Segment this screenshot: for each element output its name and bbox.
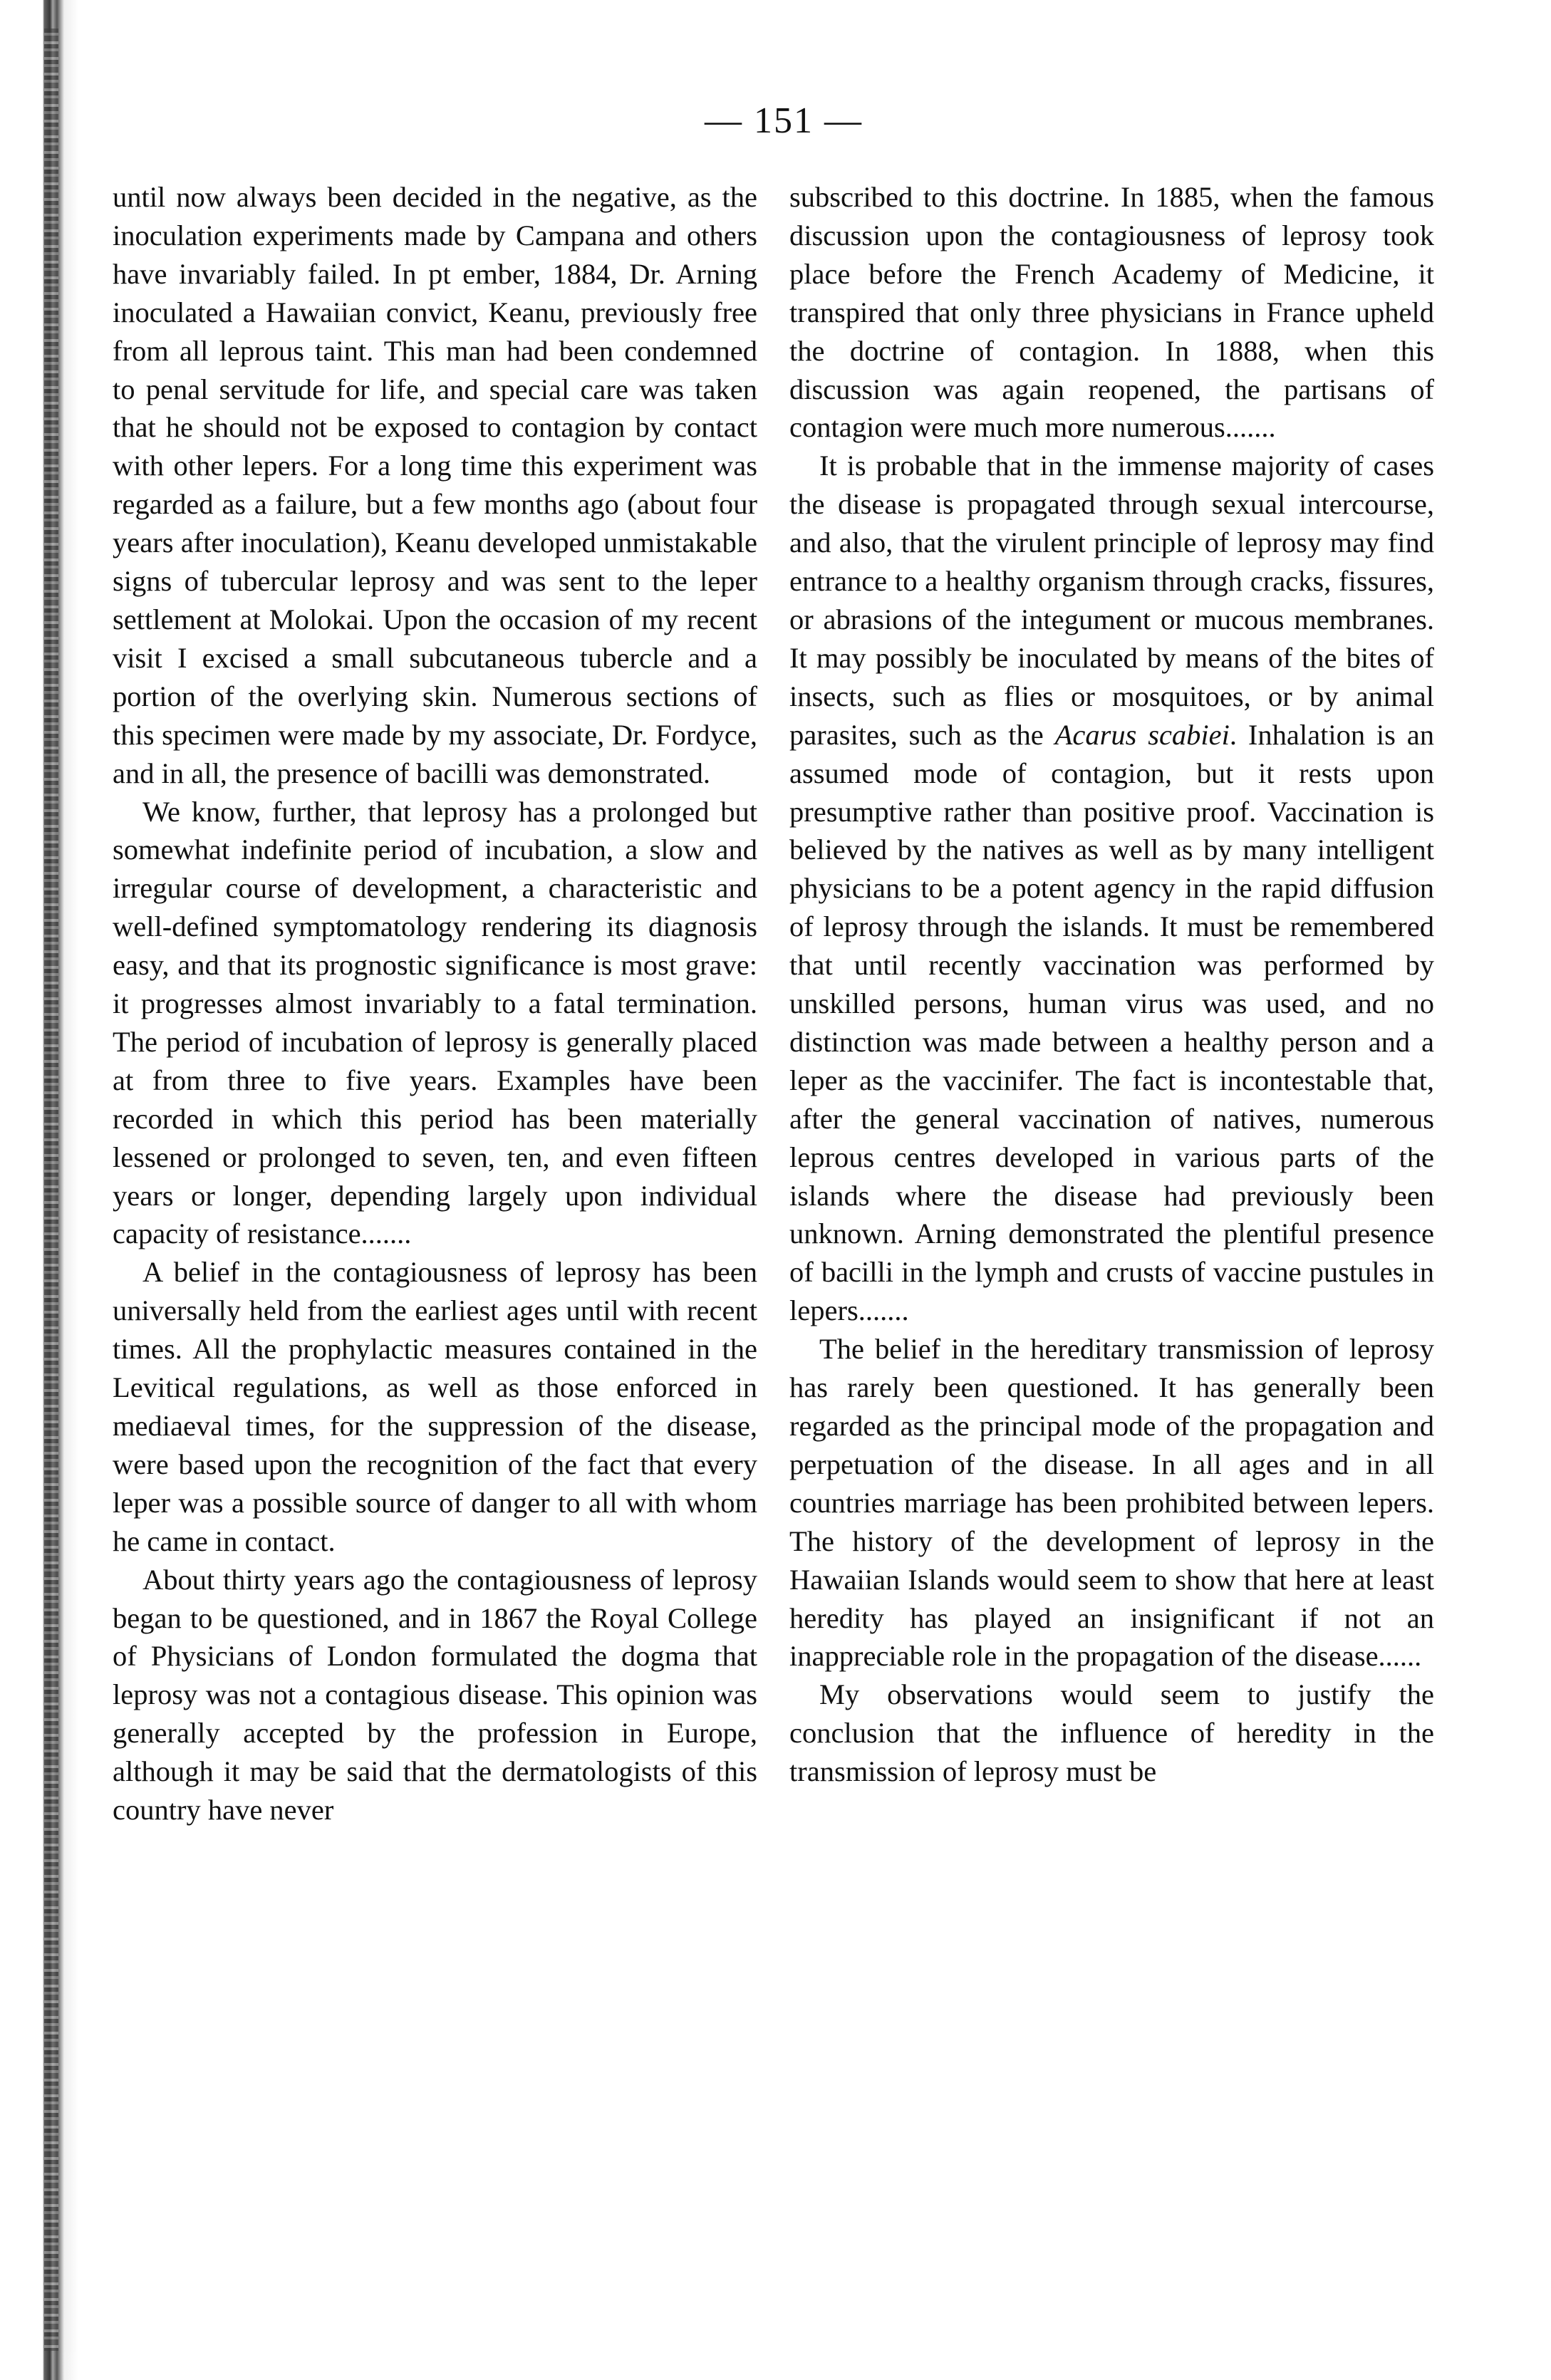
paragraph: A belief in the contagiousness of leprosy has been universally held from the earliest ages until with recent times. All the prophylactic measures contained in the Levitical regulations, as well as those enforced in mediaeval times, for the suppression of the disease, were based upon the recognition of the fact that every leper was a possible source of danger to all with whom he came in contact. xyxy=(113,1256,757,1557)
left-column xyxy=(113,178,757,1829)
page-number: — 151 — xyxy=(705,100,863,141)
paragraph: We know, further, that leprosy has a prolonged but somewhat indefinite period of incubation, a slow and irregular course of development, a characteristic and well-defined symptomatology rendering its diagnosis easy, and that its prognostic significance is most grave: it progresses almost invariably to a fatal termination. The period of incubation of leprosy is generally placed at from three to five years. Examples have been recorded in which this period has been materially lessened or prolonged to seven, ten, and even fifteen years or longer, depending largely upon individual capacity of resistance....... xyxy=(113,795,757,1250)
paragraph-text: . Inhalation is an assumed mode of contagion, but it rests upon presumptive rather than positive proof. Vaccination is believed by the natives as well as by many intelligent physicians to be a potent agency in the rapid diffusion of leprosy through the islands. It must be remembered that until recently vaccination was performed by unskilled persons, human virus was used, and no distinction was made between a healthy person and a leper as the vaccinifer. The fact is incontestable that, after the general vaccination of natives, numerous leprous centres developed in various parts of the islands where the disease had previously been unknown. Arning demonstrated the plentiful presence of bacilli in the lymph and crusts of vaccine pustules in lepers....... xyxy=(789,718,1434,1327)
species-name-italic: Acarus scabiei xyxy=(1054,718,1230,751)
paragraph: My observations would seem to justify the conclusion that the influence of heredity in the transmission of leprosy must be xyxy=(789,1678,1434,1788)
paragraph-text: It is probable that in the immense majority of cases the disease is propagated through sexual intercourse, and also, that the virulent principle of leprosy may find entrance to a healthy organism through cracks, fissures, or abrasions of the integument or mucous membranes. It may possibly be inoculated by means of the bites of insects, such as flies or mosquitoes, or by animal parasites, such as the xyxy=(789,450,1434,751)
paragraph: The belief in the hereditary transmission of leprosy has rarely been questioned. It has generally been regarded as the principal mode of the propagation and perpetuation of the disease. In all ages and in all countries marriage has been prohibited between lepers. The history of the development of leprosy in the Hawaiian Islands would seem to show that here at least heredity has played an insignificant if not an inappreciable role in the propagation of the disease...... xyxy=(789,1333,1434,1673)
paragraph xyxy=(789,447,1434,1330)
paragraph: About thirty years ago the contagiousness of leprosy began to be questioned, and in 1867 the Royal College of Physicians of London formulated the dogma that leprosy was not a contagious disease. This opinion was generally accepted by the profession in Europe, although it may be said that the dermatologists of this country have never xyxy=(113,1563,757,1826)
right-column xyxy=(789,178,1434,1791)
paragraph: subscribed to this doctrine. In 1885, when the famous discussion upon the contagiousness of leprosy took place before the French Academy of Medicine, it transpired that only three physicians in France upheld the doctrine of contagion. In 1888, when this discussion was again reopened, the partisans of contagion were much more numerous....... xyxy=(789,181,1434,444)
page-binding-edge xyxy=(0,0,93,2380)
paragraph: until now always been decided in the negative, as the inoculation experiments made by Campana and others have invariably failed. In pt ember, 1884, Dr. Arning inoculated a Hawaiian convict, Keanu, previously free from all leprous taint. This man had been condemned to penal servitude for life, and special care was taken that he should not be exposed to contagion by contact with other lepers. For a long time this experiment was regarded as a failure, but a few months ago (about four years after inoculation), Keanu developed unmistakable signs of tubercular leprosy and was sent to the leper settlement at Molokai. Upon the occasion of my recent visit I excised a small subcutaneous tubercle and a portion of the overlying skin. Numerous sections of this specimen were made by my associate, Dr. Fordyce, and in all, the presence of bacilli was demonstrated. xyxy=(113,181,757,789)
